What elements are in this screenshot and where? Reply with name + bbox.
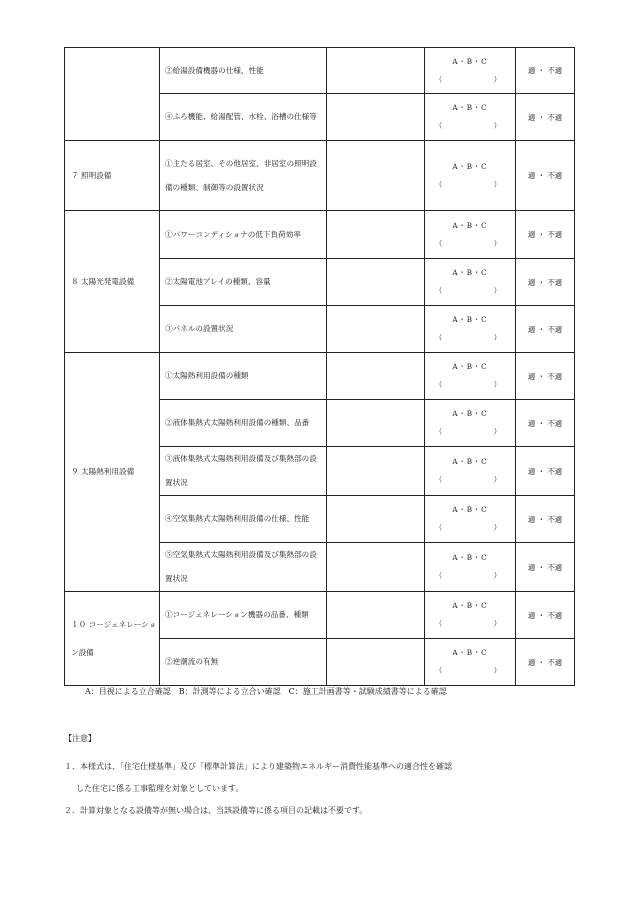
abc-options[interactable]: A・B・C [452,457,488,466]
notes-heading: 【注意】 [64,734,96,743]
item-cell: ②給湯設備機器の仕様、性能 [160,48,327,94]
note-cell[interactable] [327,48,425,94]
result-cell[interactable]: 適 ・ 不適 [516,543,575,592]
result-cell[interactable]: 適 ・ 不適 [516,306,575,353]
abc-options[interactable]: A・B・C [452,161,488,171]
abc-paren: （ ） [435,619,501,628]
legend-text: A：目視による立合確認 B：計測等による立合い確認 C：施工計画書等・試験成績書等による確認 [85,687,447,696]
item-cell: ④ふろ機能、給湯配管、水栓、浴槽の仕様等 [160,94,327,141]
abc-paren: （ ） [435,427,501,436]
abc-options[interactable]: A・B・C [452,505,488,514]
abc-options[interactable]: A・B・C [452,268,488,277]
note-cell[interactable] [327,259,425,306]
table-row [65,48,575,94]
category-cell-solar-thermal: ９ 太陽熱利用設備 [65,353,160,592]
note-cell[interactable] [327,496,425,543]
result-cell[interactable]: 適 ・ 不適 [516,400,575,447]
abc-paren: （ ） [435,571,501,580]
result-cell[interactable]: 適 ・ 不適 [516,592,575,639]
result-cell[interactable]: 適 ・ 不適 [516,94,575,141]
abc-options[interactable]: A・B・C [452,362,488,371]
note-cell[interactable] [327,94,425,141]
abc-paren: （ ） [435,380,501,389]
result-cell[interactable]: 適 ・ 不適 [516,496,575,543]
table-row [65,353,575,400]
abc-cell[interactable] [425,259,516,306]
note-cell[interactable] [327,141,425,211]
abc-options[interactable]: A・B・C [452,553,488,562]
abc-options[interactable]: A・B・C [452,103,488,112]
result-cell[interactable]: 適 ・ 不適 [516,447,575,496]
note-cell[interactable] [327,447,425,496]
table-row [65,141,575,211]
category-cell-lighting: ７ 照明設備 [65,141,160,211]
item-cell: ③パネルの設置状況 [160,306,327,353]
abc-cell[interactable] [425,496,516,543]
result-cell[interactable]: 適 ・ 不適 [516,353,575,400]
abc-cell[interactable] [425,211,516,259]
note-item-1-cont: した住宅に係る工事監理を対象としています。 [76,784,244,793]
result-cell[interactable]: 適 ・ 不適 [516,259,575,306]
table-row [65,592,575,639]
note-cell[interactable] [327,543,425,592]
inspection-table [64,47,575,686]
abc-paren: （ ） [435,475,501,484]
item-cell: ②液体集熱式太陽熱利用設備の種類、品番 [160,400,327,447]
item-cell: ①太陽熱利用設備の種類 [160,353,327,400]
abc-options[interactable]: A・B・C [452,409,488,418]
abc-cell[interactable] [425,48,516,94]
abc-options[interactable]: A・B・C [452,648,488,657]
abc-paren: （ ） [435,121,501,130]
abc-cell[interactable] [425,400,516,447]
note-cell[interactable] [327,306,425,353]
notes-section [64,733,574,822]
item-cell: ②太陽電池アレイの種類、容量 [160,259,327,306]
result-cell[interactable]: 適 ・ 不適 [516,48,575,94]
item-cell: ①コージェネレーション機器の品番、種類 [160,592,327,639]
abc-paren: （ ） [435,523,501,532]
abc-cell[interactable] [425,639,516,686]
note-cell[interactable] [327,400,425,447]
category-cell-solar-pv: ８ 太陽光発電設備 [65,211,160,353]
item-cell: ①主たる居室、その他居室、非居室の照明設備の種類、制御等の設置状況 [160,141,327,211]
note-item-2: ２．計算対象となる設備等が無い場合は、当該設備等に係る項目の記載は不要です。 [64,806,368,815]
note-cell[interactable] [327,639,425,686]
category-cell-cogeneration: １０ コージェネレーション設備 [65,592,160,686]
abc-cell[interactable] [425,141,516,211]
item-cell: ②逆潮流の有無 [160,639,327,686]
abc-paren: （ ） [435,179,501,189]
abc-cell[interactable] [425,353,516,400]
item-cell: ⑤空気集熱式太陽熱利用設備及び集熱部の設置状況 [160,543,327,592]
abc-paren: （ ） [435,286,501,295]
abc-options[interactable]: A・B・C [452,220,488,230]
result-cell[interactable]: 適 ・ 不適 [516,141,575,211]
abc-options[interactable]: A・B・C [452,601,488,610]
item-cell: ③液体集熱式太陽熱利用設備及び集熱部の設置状況 [160,447,327,496]
abc-paren: （ ） [435,238,501,248]
note-cell[interactable] [327,211,425,259]
abc-cell[interactable] [425,592,516,639]
abc-paren: （ ） [435,74,501,84]
abc-paren: （ ） [435,666,501,675]
abc-cell[interactable] [425,94,516,141]
abc-options[interactable]: A・B・C [452,315,488,324]
result-cell[interactable]: 適 ・ 不適 [516,211,575,259]
abc-options[interactable]: A・B・C [452,56,488,66]
abc-paren: （ ） [435,333,501,342]
note-item-1: １．本様式は、「住宅仕様基準」及び「標準計算法」により建築物エネルギー消費性能基準への適合性を確認 [64,762,452,771]
table-row [65,211,575,259]
category-cell-water-heating [65,48,160,141]
abc-cell[interactable] [425,306,516,353]
abc-cell[interactable] [425,447,516,496]
note-cell[interactable] [327,592,425,639]
result-cell[interactable]: 適 ・ 不適 [516,639,575,686]
item-cell: ①パワーコンディショナの低下負荷効率 [160,211,327,259]
note-cell[interactable] [327,353,425,400]
abc-cell[interactable] [425,543,516,592]
item-cell: ④空気集熱式太陽熱利用設備の仕様、性能 [160,496,327,543]
